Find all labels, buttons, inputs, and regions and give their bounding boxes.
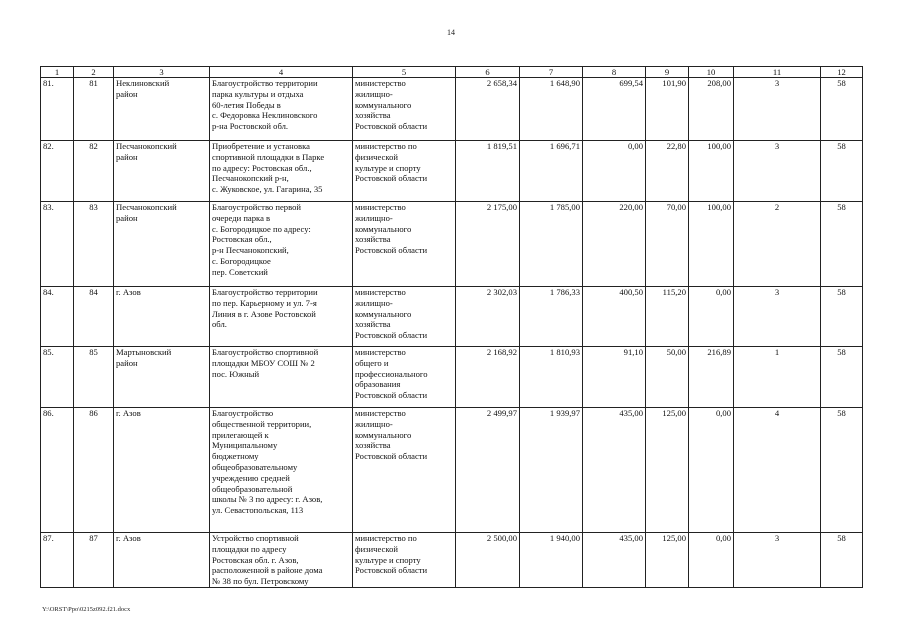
object-number-cell: 83 xyxy=(74,202,114,287)
municipality-cell: Песчанокопский район xyxy=(114,141,210,202)
other-funds-cell: 100,00 xyxy=(689,141,734,202)
row-index-cell: 87. xyxy=(41,533,74,588)
column-header: 10 xyxy=(689,67,734,78)
other-funds-cell: 216,89 xyxy=(689,347,734,408)
row-index-cell: 84. xyxy=(41,287,74,347)
other-funds-cell: 0,00 xyxy=(689,287,734,347)
total-cost-cell: 2 168,92 xyxy=(456,347,520,408)
rank-cell: 58 xyxy=(821,287,863,347)
rank-cell: 58 xyxy=(821,78,863,141)
local-budget-cell: 699,54 xyxy=(583,78,646,141)
object-number-cell: 85 xyxy=(74,347,114,408)
other-funds-cell: 100,00 xyxy=(689,202,734,287)
regional-budget-cell: 1 786,33 xyxy=(520,287,583,347)
extra-budget-cell: 50,00 xyxy=(646,347,689,408)
local-budget-cell: 91,10 xyxy=(583,347,646,408)
extra-budget-cell: 70,00 xyxy=(646,202,689,287)
total-cost-cell: 2 175,00 xyxy=(456,202,520,287)
municipality-cell: г. Азов xyxy=(114,533,210,588)
object-name-cell: Устройство спортивной площадки по адресу Ростовская обл. г. Азов, расположенной в районе дома № 38 по бул. Петровскому xyxy=(210,533,353,588)
object-name-cell: Благоустройство первой очереди парка в с. Богородицкое по адресу: Ростовская обл., р-н Песчанокопский, с. Богородицкое пер. Советский xyxy=(210,202,353,287)
object-name-cell: Благоустройство территории по пер. Карьерному и ул. 7-я Линия в г. Азове Ростовской обл. xyxy=(210,287,353,347)
column-header: 8 xyxy=(583,67,646,78)
municipality-cell: Неклиновский район xyxy=(114,78,210,141)
row-index-cell: 83. xyxy=(41,202,74,287)
file-path-footer: Y:\ORST\Ppo\0215z092.f21.docx xyxy=(42,606,131,613)
rank-cell: 58 xyxy=(821,202,863,287)
table-row xyxy=(41,533,863,588)
object-number-cell: 84 xyxy=(74,287,114,347)
regional-budget-cell: 1 940,00 xyxy=(520,533,583,588)
extra-budget-cell: 125,00 xyxy=(646,533,689,588)
column-header: 2 xyxy=(74,67,114,78)
local-budget-cell: 400,50 xyxy=(583,287,646,347)
object-name-cell: Благоустройство территории парка культуры и отдыха 60-летия Победы в с. Федоровка Неклиновского р-на Ростовской обл. xyxy=(210,78,353,141)
criteria-score-cell: 3 xyxy=(734,78,821,141)
object-name-cell: Благоустройство спортивной площадки МБОУ СОШ № 2 пос. Южный xyxy=(210,347,353,408)
criteria-score-cell: 1 xyxy=(734,347,821,408)
table-row xyxy=(41,347,863,408)
criteria-score-cell: 3 xyxy=(734,533,821,588)
column-header: 7 xyxy=(520,67,583,78)
rank-cell: 58 xyxy=(821,533,863,588)
regional-budget-cell: 1 785,00 xyxy=(520,202,583,287)
object-name-cell: Приобретение и установка спортивной площадки в Парке по адресу: Ростовская обл., Песчанокопский р-н, с. Жуковское, ул. Гагарина, 35 xyxy=(210,141,353,202)
regional-budget-cell: 1 696,71 xyxy=(520,141,583,202)
rank-cell: 58 xyxy=(821,347,863,408)
column-header: 9 xyxy=(646,67,689,78)
table-row xyxy=(41,141,863,202)
object-name-cell: Благоустройство общественной территории, прилегающей к Муниципальному бюджетному общеобразовательному учреждению средней общеобразовательной школы № 3 по адресу: г. Азов, ул. Севастопольская, 113 xyxy=(210,408,353,533)
criteria-score-cell: 2 xyxy=(734,202,821,287)
responsible-ministry-cell: министерство жилищно- коммунального хозяйства Ростовской области xyxy=(353,408,456,533)
extra-budget-cell: 125,00 xyxy=(646,408,689,533)
municipality-cell: Мартыновский район xyxy=(114,347,210,408)
object-number-cell: 82 xyxy=(74,141,114,202)
total-cost-cell: 2 500,00 xyxy=(456,533,520,588)
column-header: 3 xyxy=(114,67,210,78)
object-number-cell: 87 xyxy=(74,533,114,588)
total-cost-cell: 2 658,34 xyxy=(456,78,520,141)
responsible-ministry-cell: министерство общего и профессионального образования Ростовской области xyxy=(353,347,456,408)
page-number: 14 xyxy=(447,28,455,37)
other-funds-cell: 0,00 xyxy=(689,408,734,533)
regional-budget-cell: 1 939,97 xyxy=(520,408,583,533)
column-header: 1 xyxy=(41,67,74,78)
column-header: 4 xyxy=(210,67,353,78)
extra-budget-cell: 22,80 xyxy=(646,141,689,202)
program-table xyxy=(40,66,863,588)
column-header: 12 xyxy=(821,67,863,78)
extra-budget-cell: 101,90 xyxy=(646,78,689,141)
table-row xyxy=(41,287,863,347)
table-row xyxy=(41,78,863,141)
column-number-row xyxy=(41,67,863,78)
total-cost-cell: 2 499,97 xyxy=(456,408,520,533)
row-index-cell: 81. xyxy=(41,78,74,141)
local-budget-cell: 220,00 xyxy=(583,202,646,287)
local-budget-cell: 435,00 xyxy=(583,533,646,588)
municipality-cell: Песчанокопский район xyxy=(114,202,210,287)
rank-cell: 58 xyxy=(821,408,863,533)
object-number-cell: 81 xyxy=(74,78,114,141)
total-cost-cell: 2 302,03 xyxy=(456,287,520,347)
regional-budget-cell: 1 648,90 xyxy=(520,78,583,141)
table-row xyxy=(41,408,863,533)
extra-budget-cell: 115,20 xyxy=(646,287,689,347)
column-header: 5 xyxy=(353,67,456,78)
responsible-ministry-cell: министерство жилищно- коммунального хозяйства Ростовской области xyxy=(353,202,456,287)
local-budget-cell: 0,00 xyxy=(583,141,646,202)
column-header: 6 xyxy=(456,67,520,78)
row-index-cell: 82. xyxy=(41,141,74,202)
row-index-cell: 86. xyxy=(41,408,74,533)
responsible-ministry-cell: министерство по физической культуре и спорту Ростовской области xyxy=(353,533,456,588)
responsible-ministry-cell: министерство жилищно- коммунального хозяйства Ростовской области xyxy=(353,78,456,141)
criteria-score-cell: 3 xyxy=(734,141,821,202)
local-budget-cell: 435,00 xyxy=(583,408,646,533)
rank-cell: 58 xyxy=(821,141,863,202)
table-body xyxy=(41,78,863,588)
column-header: 11 xyxy=(734,67,821,78)
responsible-ministry-cell: министерство по физической культуре и спорту Ростовской области xyxy=(353,141,456,202)
row-index-cell: 85. xyxy=(41,347,74,408)
other-funds-cell: 0,00 xyxy=(689,533,734,588)
other-funds-cell: 208,00 xyxy=(689,78,734,141)
criteria-score-cell: 4 xyxy=(734,408,821,533)
criteria-score-cell: 3 xyxy=(734,287,821,347)
object-number-cell: 86 xyxy=(74,408,114,533)
municipality-cell: г. Азов xyxy=(114,408,210,533)
municipality-cell: г. Азов xyxy=(114,287,210,347)
regional-budget-cell: 1 810,93 xyxy=(520,347,583,408)
total-cost-cell: 1 819,51 xyxy=(456,141,520,202)
responsible-ministry-cell: министерство жилищно- коммунального хозяйства Ростовской области xyxy=(353,287,456,347)
table-row xyxy=(41,202,863,287)
